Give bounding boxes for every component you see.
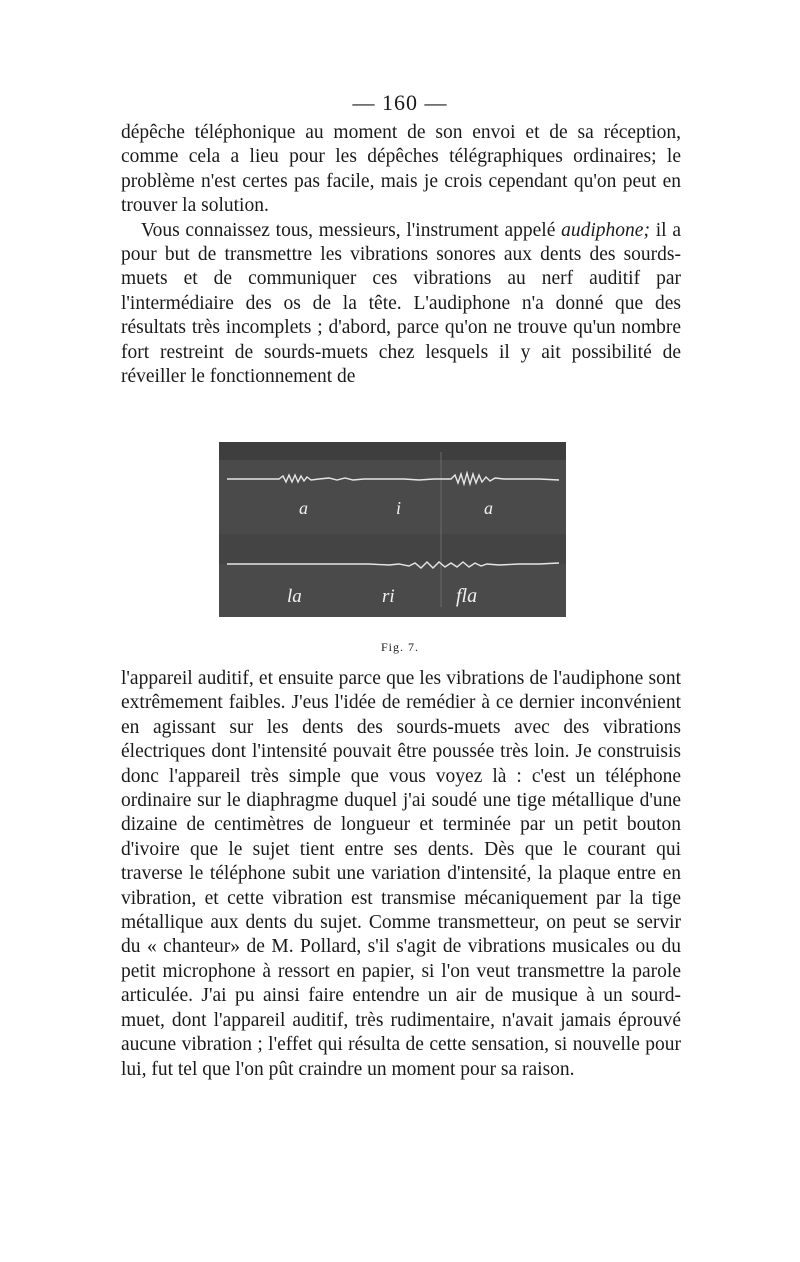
paragraph-2 — [121, 219, 681, 390]
paragraph-1: dépêche téléphonique au moment de son envoi et de sa réception, comme cela a lieu pour les dépêches télégraphiques ordinaires; le problème n'est certes pas facile, mais je crois cependant qu'on peut en trouver la solution. — [121, 122, 681, 217]
figure-caption: Fig. 7. — [380, 640, 419, 654]
bottom-label-2: ri — [382, 586, 395, 607]
top-label-1: a — [299, 498, 308, 518]
paragraph-2-start: Vous connaissez tous, messieurs, l'instrument appelé — [141, 219, 562, 241]
waveform-figure-svg — [219, 442, 566, 617]
paragraph-3: l'appareil auditif, et ensuite parce que les vibrations de l'audiphone sont extrêmement faibles. J'eus l'idée de remédier à ce dernier inconvénient en agissant sur les dents des sourds-muets avec des vibrations électriques dont l'intensité pouvait être poussée très loin. Je construisis donc l'appareil très simple que vous voyez là : c'est un téléphone ordinaire sur le diaphragme duquel j'ai soudé une tige métallique d'une dizaine de centimètres de longueur et terminée par un petit bouton d'ivoire que le sujet tient entre ses dents. Dès que le courant qui traverse le téléphone subit une variation d'intensité, la plaque entre en vibration, et cette vibration est transmise mécaniquement par la tige métallique aux dents du sujet. Comme transmetteur, on peut se servir du « chanteur» de M. Pollard, s'il s'agit de vibrations musicales ou du petit microphone à ressort en papier, si l'on veut transmettre la parole articulée. J'ai pu ainsi faire entendre un air de musique à un sourd-muet, dont l'appareil auditif, très rudimentaire, n'avait jamais éprouvé aucune vibration ; l'effet qui résulta de cette sensation, si nouvelle pour lui, fut tel que l'on pût craindre un moment pour sa raison. — [121, 668, 681, 1080]
bottom-text-block — [121, 667, 681, 1082]
page-number: — 160 — — [352, 90, 448, 115]
top-text-block — [121, 121, 681, 389]
bottom-label-3: fla — [456, 585, 478, 607]
paragraph-2-italic: audiphone; — [561, 219, 650, 241]
top-label-3: a — [484, 498, 493, 518]
paragraph-2-rest: il a pour but de transmettre les vibrations sonores aux dents des sourds-muets et de communiquer ces vibrations au nerf auditif par l'intermédiaire des os de la tête. L'audiphone n'a donné que des résultats très incomplets ; d'abord, parce qu'on ne trouve qu'un nombre fort restreint de sourds-muets chez lesquels il y ait possibilité de réveiller le fonctionnement de — [121, 219, 681, 388]
bottom-label-1: la — [287, 586, 302, 607]
top-label-2: i — [396, 498, 402, 518]
figure-7-waveform-photo — [219, 442, 566, 617]
